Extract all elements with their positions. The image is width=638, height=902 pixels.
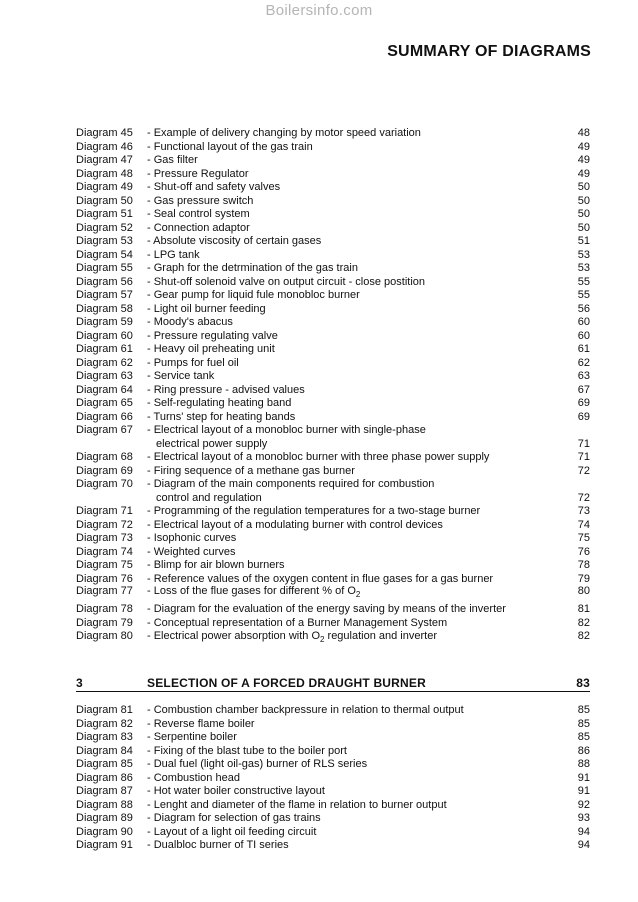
diagram-label: Diagram 67	[76, 424, 133, 436]
list-item	[76, 478, 590, 505]
diagram-description: - Weighted curves	[147, 545, 236, 558]
diagram-label: Diagram 91	[76, 839, 133, 851]
diagram-label: Diagram 55	[76, 262, 133, 274]
page-number: 76	[577, 545, 590, 558]
diagram-description: - Firing sequence of a methane gas burner	[147, 464, 355, 477]
page-number: 50	[577, 208, 590, 220]
list-item	[76, 168, 590, 182]
diagram-label: Diagram 68	[76, 451, 133, 463]
diagram-label: Diagram 78	[76, 603, 133, 615]
diagram-label: Diagram 46	[76, 140, 133, 153]
diagram-description: - Reverse flame boiler	[147, 717, 255, 730]
page-number: 81	[577, 603, 590, 615]
diagram-label: Diagram 65	[76, 397, 133, 409]
list-item	[76, 343, 590, 357]
page-number: 55	[577, 289, 590, 301]
list-item	[76, 718, 590, 732]
page-number: 85	[577, 704, 590, 716]
page-number: 49	[577, 167, 590, 180]
list-item	[76, 330, 590, 344]
list-item	[76, 532, 590, 546]
diagram-label: Diagram 53	[76, 235, 133, 247]
diagram-label: Diagram 76	[76, 572, 133, 585]
page-number: 93	[577, 812, 590, 824]
list-item	[76, 839, 590, 853]
diagram-label: Diagram 56	[76, 275, 133, 288]
diagram-description: - LPG tank	[147, 248, 200, 261]
diagram-label: Diagram 75	[76, 559, 133, 571]
diagram-description: - Combustion chamber backpressure in relation to thermal output	[147, 704, 464, 716]
diagram-label: Diagram 73	[76, 532, 133, 544]
diagram-description: - Shut-off and safety valves	[147, 181, 281, 193]
list-item	[76, 731, 590, 745]
page-number: 75	[577, 532, 590, 544]
section-divider	[76, 691, 590, 692]
list-item	[76, 424, 590, 451]
section-page: 83	[576, 676, 590, 690]
list-item	[76, 559, 590, 573]
diagram-label: Diagram 69	[76, 464, 133, 477]
page-number: 50	[577, 194, 590, 207]
page-number: 94	[577, 839, 590, 851]
page-number: 80	[577, 585, 590, 597]
diagram-description: - Self-regulating heating band	[147, 397, 292, 409]
diagram-description: - Layout of a light oil feeding circuit	[147, 825, 317, 838]
diagram-label: Diagram 61	[76, 343, 133, 355]
diagram-description: - Electrical layout of a modulating burner with control devices	[147, 518, 443, 531]
list-item	[76, 617, 590, 631]
diagram-description: - Ring pressure - advised values	[147, 383, 305, 396]
diagram-label: Diagram 51	[76, 208, 133, 220]
diagram-list-part-3	[76, 704, 590, 853]
diagram-label: Diagram 62	[76, 356, 133, 369]
page-number: 82	[577, 616, 590, 629]
page-number: 67	[577, 383, 590, 396]
list-item	[76, 826, 590, 840]
list-item	[76, 603, 590, 617]
list-item	[76, 785, 590, 799]
diagram-description: - Gas pressure switch	[147, 194, 254, 207]
diagram-label: Diagram 77	[76, 585, 133, 597]
page-number: 51	[577, 235, 590, 247]
list-item	[76, 812, 590, 826]
diagram-description: - Pressure Regulator	[147, 167, 249, 180]
list-item	[76, 289, 590, 303]
diagram-description: - Turns' step for heating bands	[147, 410, 296, 423]
section-number: 3	[76, 676, 83, 690]
list-item	[76, 758, 590, 772]
page-number: 56	[577, 302, 590, 315]
section-title: SELECTION OF A FORCED DRAUGHT BURNER	[147, 676, 426, 690]
page-number: 91	[577, 771, 590, 784]
page-number: 78	[577, 559, 590, 571]
diagram-description: - Programming of the regulation temperatures for a two-stage burner	[147, 505, 481, 517]
list-item	[76, 397, 590, 411]
page-title: SUMMARY OF DIAGRAMS	[387, 43, 591, 60]
list-item	[76, 630, 590, 644]
diagram-description: - Loss of the flue gases for different % of $O_2$	[147, 585, 361, 599]
page-number: 69	[577, 410, 590, 423]
diagram-description: - Heavy oil preheating unit	[147, 343, 275, 355]
diagram-label: Diagram 63	[76, 370, 133, 382]
diagram-label: Diagram 45	[76, 127, 133, 139]
page-number: 94	[577, 825, 590, 838]
page-number: 88	[577, 758, 590, 770]
page-number: 85	[577, 717, 590, 730]
diagram-description: - Electrical power absorption with $O_2$ regulation and inverter	[147, 630, 437, 644]
diagram-list-part-1	[76, 127, 590, 586]
diagram-description-continued: control and regulation	[156, 491, 262, 504]
diagram-label: Diagram 54	[76, 248, 133, 261]
diagram-description: - Example of delivery changing by motor speed variation	[147, 127, 421, 139]
diagram-description: - Pumps for fuel oil	[147, 356, 239, 369]
list-item	[76, 465, 590, 479]
list-item	[76, 546, 590, 560]
list-item	[76, 384, 590, 398]
diagram-description: - Shut-off solenoid valve on output circuit - close postition	[147, 275, 426, 288]
diagram-label: Diagram 88	[76, 798, 133, 811]
page-number: 85	[577, 731, 590, 743]
diagram-description: - Connection adaptor	[147, 221, 250, 234]
diagram-description-continued: electrical power supply	[156, 437, 268, 450]
diagram-label: Diagram 81	[76, 704, 133, 716]
diagram-description: - Conceptual representation of a Burner Management System	[147, 616, 448, 629]
diagram-label: Diagram 47	[76, 154, 133, 166]
page-number: 79	[577, 572, 590, 585]
diagram-description: - Isophonic curves	[147, 532, 237, 544]
page-number: 53	[577, 262, 590, 274]
diagram-label: Diagram 82	[76, 717, 133, 730]
diagram-label: Diagram 84	[76, 744, 133, 757]
list-item	[76, 519, 590, 533]
diagram-label: Diagram 72	[76, 518, 133, 531]
list-item	[76, 451, 590, 465]
diagram-description: - Moody's abacus	[147, 316, 233, 328]
diagram-label: Diagram 70	[76, 478, 133, 490]
diagram-label: Diagram 87	[76, 785, 133, 797]
list-item	[76, 208, 590, 222]
diagram-description: - Lenght and diameter of the flame in relation to burner output	[147, 798, 447, 811]
diagram-label: Diagram 83	[76, 731, 133, 743]
diagram-description: - Absolute viscosity of certain gases	[147, 235, 322, 247]
diagram-description: - Diagram for the evaluation of the energy saving by means of the inverter	[147, 603, 506, 615]
diagram-label: Diagram 80	[76, 630, 133, 642]
page-number: 50	[577, 181, 590, 193]
diagram-list-part-2	[76, 603, 590, 630]
diagram-description: - Seal control system	[147, 208, 250, 220]
list-item	[76, 235, 590, 249]
page-number: 49	[577, 140, 590, 153]
diagram-description: - Graph for the detrmination of the gas train	[147, 262, 358, 274]
diagram-label: Diagram 64	[76, 383, 133, 396]
page-number: 60	[577, 329, 590, 342]
page-number: 73	[577, 505, 590, 517]
diagram-description: - Gas filter	[147, 154, 198, 166]
diagram-80-entry	[76, 630, 590, 644]
page-number: 48	[577, 127, 590, 139]
list-item	[76, 127, 590, 141]
diagram-description: - Hot water boiler constructive layout	[147, 785, 325, 797]
diagram-description: - Dual fuel (light oil-gas) burner of RLS series	[147, 758, 368, 770]
page-number: 72	[577, 464, 590, 477]
diagram-77-entry	[76, 585, 590, 601]
page-number: 61	[577, 343, 590, 355]
diagram-description: - Pressure regulating valve	[147, 329, 278, 342]
page-number: 71	[577, 437, 590, 450]
page-number: 49	[577, 154, 590, 166]
diagram-label: Diagram 86	[76, 771, 133, 784]
list-item	[76, 357, 590, 371]
list-item	[76, 799, 590, 813]
diagram-label: Diagram 71	[76, 505, 133, 517]
page-number: 62	[577, 356, 590, 369]
diagram-description: - Diagram of the main components required for combustion control and regulation	[147, 478, 435, 504]
diagram-label: Diagram 66	[76, 410, 133, 423]
diagram-label: Diagram 79	[76, 616, 133, 629]
list-item	[76, 505, 590, 519]
list-item	[76, 585, 590, 601]
diagram-description: - Gear pump for liquid fule monobloc burner	[147, 289, 360, 301]
diagram-description: - Serpentine boiler	[147, 731, 237, 743]
page-number: 69	[577, 397, 590, 409]
diagram-label: Diagram 52	[76, 221, 133, 234]
page-number: 60	[577, 316, 590, 328]
page-number: 63	[577, 370, 590, 382]
list-item	[76, 411, 590, 425]
diagram-label: Diagram 57	[76, 289, 133, 301]
diagram-label: Diagram 59	[76, 316, 133, 328]
diagram-description: - Electrical layout of a monobloc burner with three phase power supply	[147, 451, 490, 463]
diagram-description: - Functional layout of the gas train	[147, 140, 313, 153]
diagram-description: - Blimp for air blown burners	[147, 559, 285, 571]
diagram-description: - Light oil burner feeding	[147, 302, 266, 315]
page-number: 72	[577, 491, 590, 504]
list-item	[76, 573, 590, 587]
subscript: 2	[320, 635, 325, 644]
list-item	[76, 141, 590, 155]
diagram-label: Diagram 60	[76, 329, 133, 342]
list-item	[76, 370, 590, 384]
list-item	[76, 745, 590, 759]
page-number: 92	[577, 798, 590, 811]
diagram-label: Diagram 58	[76, 302, 133, 315]
page-number: 82	[577, 630, 590, 642]
diagram-label: Diagram 49	[76, 181, 133, 193]
diagram-label: Diagram 50	[76, 194, 133, 207]
diagram-description: - Fixing of the blast tube to the boiler port	[147, 744, 347, 757]
list-item	[76, 262, 590, 276]
list-item	[76, 195, 590, 209]
page-number: 55	[577, 275, 590, 288]
list-item	[76, 704, 590, 718]
diagram-description: - Dualbloc burner of TI series	[147, 839, 289, 851]
page-number: 53	[577, 248, 590, 261]
diagram-label: Diagram 74	[76, 545, 133, 558]
list-item	[76, 276, 590, 290]
list-item	[76, 222, 590, 236]
list-item	[76, 154, 590, 168]
section-heading	[76, 676, 590, 690]
page-number: 74	[577, 518, 590, 531]
page-number: 91	[577, 785, 590, 797]
list-item	[76, 249, 590, 263]
list-item	[76, 316, 590, 330]
diagram-label: Diagram 48	[76, 167, 133, 180]
diagram-label: Diagram 90	[76, 825, 133, 838]
subscript: 2	[355, 590, 361, 599]
watermark: Boilersinfo.com	[265, 2, 373, 19]
page-number: 86	[577, 744, 590, 757]
diagram-label: Diagram 89	[76, 812, 133, 824]
diagram-description: - Service tank	[147, 370, 215, 382]
page-number: 50	[577, 221, 590, 234]
diagram-description: - Reference values of the oxygen content in flue gases for a gas burner	[147, 572, 494, 585]
diagram-description: - Diagram for selection of gas trains	[147, 812, 321, 824]
list-item	[76, 303, 590, 317]
list-item	[76, 181, 590, 195]
diagram-description: - Combustion head	[147, 771, 240, 784]
list-item	[76, 772, 590, 786]
page-number: 71	[577, 451, 590, 463]
diagram-description: - Electrical layout of a monobloc burner with single-phase electrical power supply	[147, 424, 426, 450]
diagram-label: Diagram 85	[76, 758, 133, 770]
